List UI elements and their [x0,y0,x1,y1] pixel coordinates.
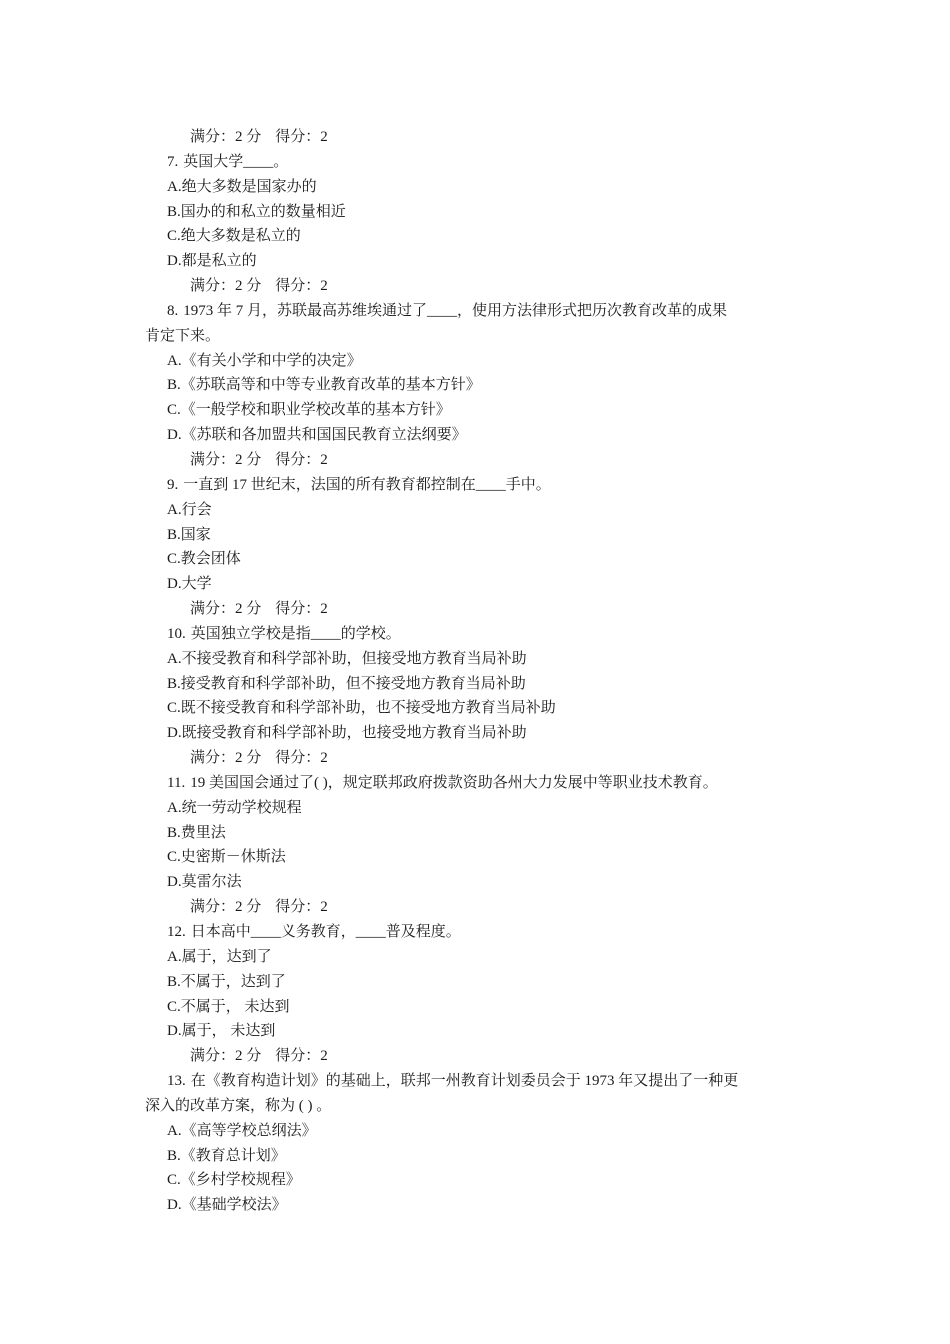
option-key: B. [167,203,181,220]
option-key: C. [167,700,181,717]
option [0,821,950,846]
option-text: 《高等学校总纲法》 [181,1122,317,1139]
question-text: 英国独立学校是指____的学校。 [190,625,401,642]
question-stem-continuation [0,1094,950,1119]
score-line [0,125,950,150]
option-key: B. [167,526,181,543]
question-stem [0,771,950,796]
option-key: C. [167,1172,181,1189]
option [0,1119,950,1144]
option-text: 《基础学校法》 [181,1197,287,1214]
full-score: 满分：2 分 [190,1048,262,1065]
option-text: 既不接受教育和科学部补助，也不接受地方教育当局补助 [180,700,556,717]
option-text: 教会团体 [180,551,241,568]
question-text: 日本高中____义务教育，____普及程度。 [190,924,461,940]
question-text: 在《教育构造计划》的基础上，联邦一州教育计划委员会于 1973 年又提出了一种更 [190,1073,739,1090]
full-score: 满分：2 分 [190,750,262,767]
score-line [0,895,950,920]
option-key: A. [167,948,182,965]
question-text: 英国大学____。 [183,153,289,170]
option [0,696,950,721]
obtained-score: 得分：2 [275,278,328,295]
question-stem [0,473,950,498]
option-key: D. [167,576,182,593]
option-text: 不接受教育和科学部补助，但接受地方教育当局补助 [181,650,527,667]
option-text: 不属于，达到了 [180,973,286,990]
option-text: 国办的和私立的数量相近 [180,203,346,220]
option-text: 统一劳动学校规程 [181,799,302,816]
question-stem [0,920,950,945]
option [0,1193,950,1218]
option-text: 行会 [181,501,212,518]
option [0,995,950,1020]
question-number: 8. [167,302,179,319]
question-text-cont: 肯定下来。 [145,327,221,344]
option-key: D. [167,725,182,742]
option [0,845,950,870]
question-stem [0,622,950,647]
question-stem [0,150,950,175]
option [0,970,950,995]
question-text: 一直到 17 世纪末，法国的所有教育都控制在____手中。 [183,476,551,493]
option [0,647,950,672]
option-key: A. [167,1122,182,1139]
option-text: 接受教育和科学部补助，但不接受地方教育当局补助 [180,675,526,692]
option [0,200,950,225]
score-line [0,448,950,473]
score-line [0,746,950,771]
score-line [0,1044,950,1069]
option-key: D. [167,1197,182,1214]
option [0,349,950,374]
score-line [0,597,950,622]
obtained-score: 得分：2 [275,129,328,145]
question-number: 11. [167,774,186,791]
option-key: D. [167,427,182,444]
option [0,870,950,895]
option-text: 属于， 未达到 [181,1023,276,1040]
option-key: C. [167,849,181,866]
option-key: A. [167,352,182,369]
question-number: 10. [167,625,186,642]
option-text: 史密斯－休斯法 [180,849,286,866]
option-text: 莫雷尔法 [181,874,242,891]
full-score: 满分：2 分 [190,899,262,916]
option-text: 《有关小学和中学的决定》 [181,352,362,369]
obtained-score: 得分：2 [275,451,328,468]
option [0,249,950,274]
option-key: B. [167,377,181,394]
option [0,1168,950,1193]
question-text: 1973 年 7 月，苏联最高苏维埃通过了____，使用方法律形式把历次教育改革的成果 [183,302,728,319]
option-key: D. [167,874,182,891]
option [0,572,950,597]
option [0,498,950,523]
option-key: C. [167,402,181,419]
option-text: 既接受教育和科学部补助，也接受地方教育当局补助 [181,725,527,742]
option [0,398,950,423]
score-line [0,274,950,299]
option [0,523,950,548]
option [0,796,950,821]
full-score: 满分：2 分 [190,451,262,468]
question-number: 9. [167,476,179,493]
option [0,1144,950,1169]
question-number: 12. [167,924,186,940]
option-key: B. [167,675,181,692]
option-text: 《乡村学校规程》 [180,1172,301,1189]
option-text: 费里法 [180,824,226,841]
full-score: 满分：2 分 [190,601,262,618]
full-score: 满分：2 分 [190,278,262,295]
option-key: A. [167,650,182,667]
option [0,373,950,398]
obtained-score: 得分：2 [275,601,328,618]
option-text: 《苏联高等和中等专业教育改革的基本方针》 [180,377,481,394]
option-text: 国家 [180,526,211,543]
option [0,224,950,249]
option-text: 《教育总计划》 [180,1147,286,1164]
obtained-score: 得分：2 [275,1048,328,1065]
option-text: 大学 [181,576,212,593]
question-text-cont: 深入的改革方案，称为 ( ) 。 [145,1097,332,1114]
option-text: 《苏联和各加盟共和国国民教育立法纲要》 [181,427,467,444]
option-key: C. [167,228,181,245]
full-score: 满分：2 分 [190,129,262,145]
option-text: 属于，达到了 [181,948,272,965]
option-key: C. [167,998,181,1015]
question-stem-continuation [0,324,950,349]
option-key: D. [167,1023,182,1040]
option-text: 都是私立的 [181,253,257,270]
option-key: A. [167,799,182,816]
option [0,547,950,572]
option-key: B. [167,973,181,990]
option-key: A. [167,501,182,518]
question-number: 13. [167,1073,186,1090]
option-text: 绝大多数是私立的 [180,228,301,245]
option-text: 《一般学校和职业学校改革的基本方针》 [180,402,451,419]
option [0,945,950,970]
option [0,175,950,200]
option-key: B. [167,1147,181,1164]
question-number: 7. [167,153,179,170]
option-text: 不属于， 未达到 [180,998,290,1015]
option-key: C. [167,551,181,568]
question-stem [0,1069,950,1094]
option-key: B. [167,824,181,841]
obtained-score: 得分：2 [275,750,328,767]
obtained-score: 得分：2 [275,899,328,916]
option-key: D. [167,253,182,270]
option-text: 绝大多数是国家办的 [181,178,317,195]
option [0,1019,950,1044]
option [0,672,950,697]
option [0,721,950,746]
option-key: A. [167,178,182,195]
question-text: 19 美国国会通过了( )，规定联邦政府拨款资助各州大力发展中等职业技术教育。 [190,774,718,791]
question-stem [0,299,950,324]
document-page [0,125,950,1218]
option [0,423,950,448]
